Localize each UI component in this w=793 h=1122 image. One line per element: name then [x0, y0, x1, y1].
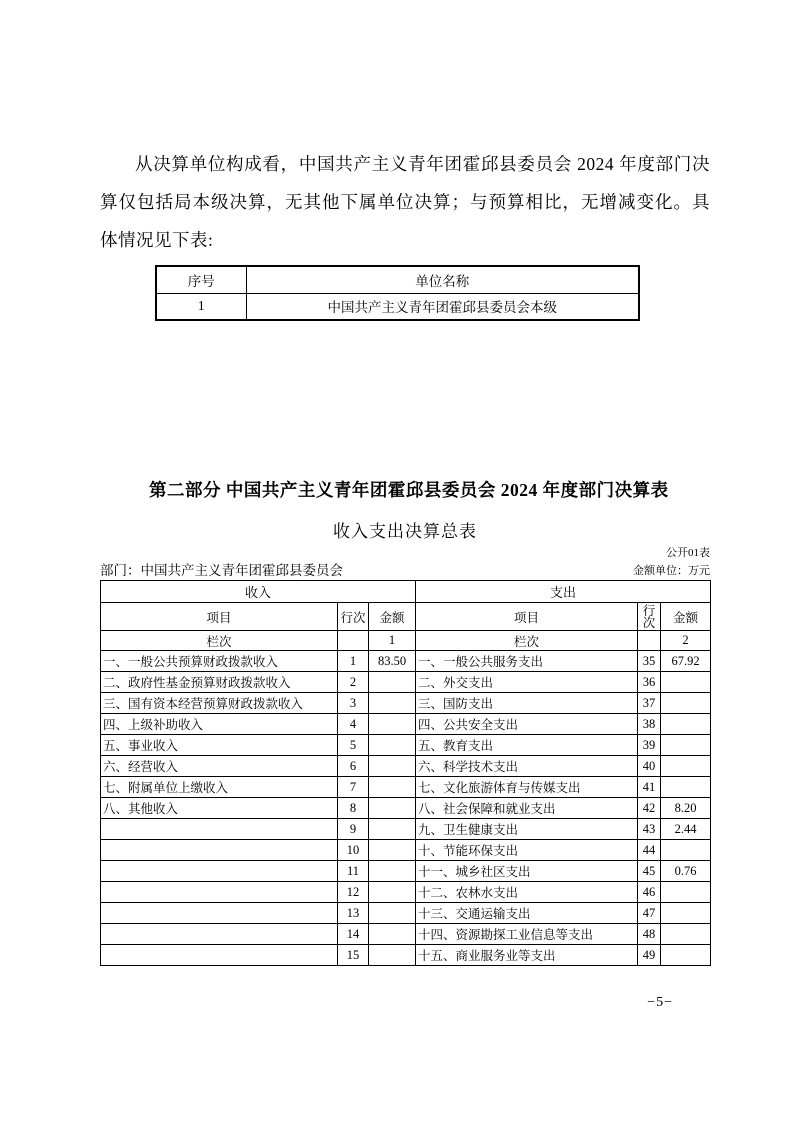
income-lanci-label: 栏次 [101, 631, 338, 651]
expense-line-cell: 49 [638, 945, 661, 966]
income-amount-cell [369, 756, 416, 777]
summary-table-row [101, 777, 711, 798]
income-item-cell: 四、上级补助收入 [101, 714, 338, 735]
income-line-cell: 9 [338, 819, 369, 840]
expense-line-cell: 37 [638, 693, 661, 714]
income-line-cell: 3 [338, 693, 369, 714]
income-line-cell: 13 [338, 903, 369, 924]
summary-table-row [101, 756, 711, 777]
expense-line-cell: 42 [638, 798, 661, 819]
expense-item-cell: 三、国防支出 [416, 693, 638, 714]
income-amount-cell [369, 945, 416, 966]
expense-lanci-label: 栏次 [416, 631, 638, 651]
expense-line-cell: 45 [638, 861, 661, 882]
table-column-header-row [101, 603, 711, 631]
income-item-cell [101, 945, 338, 966]
unit-number-cell: 1 [156, 293, 246, 320]
expense-item-cell: 十一、城乡社区支出 [416, 861, 638, 882]
expense-line-cell: 35 [638, 651, 661, 672]
income-item-cell [101, 819, 338, 840]
expense-line-cell: 40 [638, 756, 661, 777]
income-item-cell: 三、国有资本经营预算财政拨款收入 [101, 693, 338, 714]
expense-line-header: 行次 [638, 603, 661, 631]
expense-amount-cell [661, 672, 711, 693]
expense-line-cell: 39 [638, 735, 661, 756]
expense-line-cell: 47 [638, 903, 661, 924]
income-item-cell [101, 924, 338, 945]
summary-table-row [101, 945, 711, 966]
income-line-cell: 7 [338, 777, 369, 798]
expense-item-cell: 十四、资源勘探工业信息等支出 [416, 924, 638, 945]
summary-table-row [101, 819, 711, 840]
income-amount-header: 金额 [369, 603, 416, 631]
expense-item-cell: 五、教育支出 [416, 735, 638, 756]
expense-lanci-col-number: 2 [661, 631, 711, 651]
expense-amount-cell [661, 840, 711, 861]
unit-table-body [156, 293, 639, 320]
income-line-cell: 2 [338, 672, 369, 693]
income-item-header: 项目 [101, 603, 338, 631]
income-line-cell: 4 [338, 714, 369, 735]
income-item-cell: 五、事业收入 [101, 735, 338, 756]
income-item-cell: 六、经营收入 [101, 756, 338, 777]
unit-table-header-row [156, 266, 639, 293]
income-item-cell: 八、其他收入 [101, 798, 338, 819]
summary-table-row [101, 798, 711, 819]
income-item-cell [101, 903, 338, 924]
expense-amount-cell [661, 945, 711, 966]
summary-table-row [101, 672, 711, 693]
income-line-cell: 6 [338, 756, 369, 777]
income-line-cell: 10 [338, 840, 369, 861]
table-title: 收入支出决算总表 [333, 522, 477, 541]
expense-line-cell: 46 [638, 882, 661, 903]
income-item-cell [101, 861, 338, 882]
expense-amount-cell [661, 924, 711, 945]
unit-table-row [156, 293, 639, 320]
summary-table-row [101, 735, 711, 756]
expense-amount-cell [661, 903, 711, 924]
income-amount-cell [369, 672, 416, 693]
income-amount-cell [369, 924, 416, 945]
expense-lanci-line-cell [638, 631, 661, 651]
income-item-cell [101, 840, 338, 861]
expense-line-cell: 38 [638, 714, 661, 735]
summary-table-row [101, 861, 711, 882]
summary-table-row [101, 882, 711, 903]
summary-table-row [101, 924, 711, 945]
income-amount-cell [369, 735, 416, 756]
table-group-header-row [101, 581, 711, 603]
expense-item-cell: 十、节能环保支出 [416, 840, 638, 861]
intro-paragraph: 从决算单位构成看，中国共产主义青年团霍邱县委员会 2024 年度部门决算仅包括局本级决算，无其他下属单位决算；与预算相比，无增减变化。具体情况见下表: [100, 154, 710, 250]
expense-amount-cell [661, 777, 711, 798]
table-code: 公开01表 [666, 547, 710, 559]
income-line-cell: 12 [338, 882, 369, 903]
income-amount-cell [369, 693, 416, 714]
unit-table-header-xuhao: 序号 [156, 266, 246, 293]
income-amount-cell [369, 798, 416, 819]
income-amount-cell [369, 840, 416, 861]
expense-item-cell: 四、公共安全支出 [416, 714, 638, 735]
income-line-cell: 11 [338, 861, 369, 882]
income-amount-cell [369, 861, 416, 882]
summary-table-row [101, 714, 711, 735]
expense-amount-cell [661, 735, 711, 756]
income-line-header: 行次 [338, 603, 369, 631]
expense-item-cell: 七、文化旅游体育与传媒支出 [416, 777, 638, 798]
summary-table-row [101, 693, 711, 714]
income-item-cell: 二、政府性基金预算财政拨款收入 [101, 672, 338, 693]
income-line-cell: 1 [338, 651, 369, 672]
income-lanci-col-number: 1 [369, 631, 416, 651]
lanci-row [101, 631, 711, 651]
income-item-cell: 一、一般公共预算财政拨款收入 [101, 651, 338, 672]
summary-table-row [101, 903, 711, 924]
unit-name-cell: 中国共产主义青年团霍邱县委员会本级 [246, 293, 639, 320]
expense-amount-cell: 2.44 [661, 819, 711, 840]
income-amount-cell [369, 714, 416, 735]
expense-amount-cell [661, 714, 711, 735]
summary-table-body [101, 651, 711, 966]
expense-item-cell: 二、外交支出 [416, 672, 638, 693]
income-group-header: 收入 [101, 581, 416, 603]
table-meta-row [100, 562, 710, 580]
expense-amount-header: 金额 [661, 603, 711, 631]
income-line-cell: 15 [338, 945, 369, 966]
expense-line-cell: 48 [638, 924, 661, 945]
expense-item-cell: 十三、交通运输支出 [416, 903, 638, 924]
amount-unit-label: 金额单位：万元 [633, 565, 710, 577]
expense-item-header: 项目 [416, 603, 638, 631]
unit-table-header-name: 单位名称 [246, 266, 639, 293]
income-lanci-line-cell [338, 631, 369, 651]
summary-table-row [101, 840, 711, 861]
income-item-cell: 七、附属单位上缴收入 [101, 777, 338, 798]
summary-table-row [101, 651, 711, 672]
expense-item-cell: 八、社会保障和就业支出 [416, 798, 638, 819]
expense-item-cell: 九、卫生健康支出 [416, 819, 638, 840]
expense-line-cell: 41 [638, 777, 661, 798]
expense-amount-cell: 8.20 [661, 798, 711, 819]
income-line-cell: 14 [338, 924, 369, 945]
income-line-cell: 8 [338, 798, 369, 819]
expense-amount-cell: 0.76 [661, 861, 711, 882]
section-title: 第二部分 中国共产主义青年团霍邱县委员会 2024 年度部门决算表 [149, 480, 669, 500]
income-amount-cell [369, 903, 416, 924]
income-amount-cell: 83.50 [369, 651, 416, 672]
expense-item-cell: 十二、农林水支出 [416, 882, 638, 903]
expense-line-cell: 44 [638, 840, 661, 861]
income-item-cell [101, 882, 338, 903]
expense-amount-cell [661, 693, 711, 714]
income-line-cell: 5 [338, 735, 369, 756]
expense-amount-cell [661, 756, 711, 777]
page-number: −5− [647, 995, 673, 1010]
unit-table [155, 265, 640, 321]
income-amount-cell [369, 777, 416, 798]
department-label: 部门：中国共产主义青年团霍邱县委员会 [100, 563, 343, 578]
expense-group-header: 支出 [416, 581, 711, 603]
expense-line-cell: 43 [638, 819, 661, 840]
expense-amount-cell [661, 882, 711, 903]
expense-amount-cell: 67.92 [661, 651, 711, 672]
summary-table [100, 580, 711, 966]
expense-item-cell: 一、一般公共服务支出 [416, 651, 638, 672]
expense-line-cell: 36 [638, 672, 661, 693]
expense-item-cell: 六、科学技术支出 [416, 756, 638, 777]
income-amount-cell [369, 819, 416, 840]
income-amount-cell [369, 882, 416, 903]
expense-item-cell: 十五、商业服务业等支出 [416, 945, 638, 966]
